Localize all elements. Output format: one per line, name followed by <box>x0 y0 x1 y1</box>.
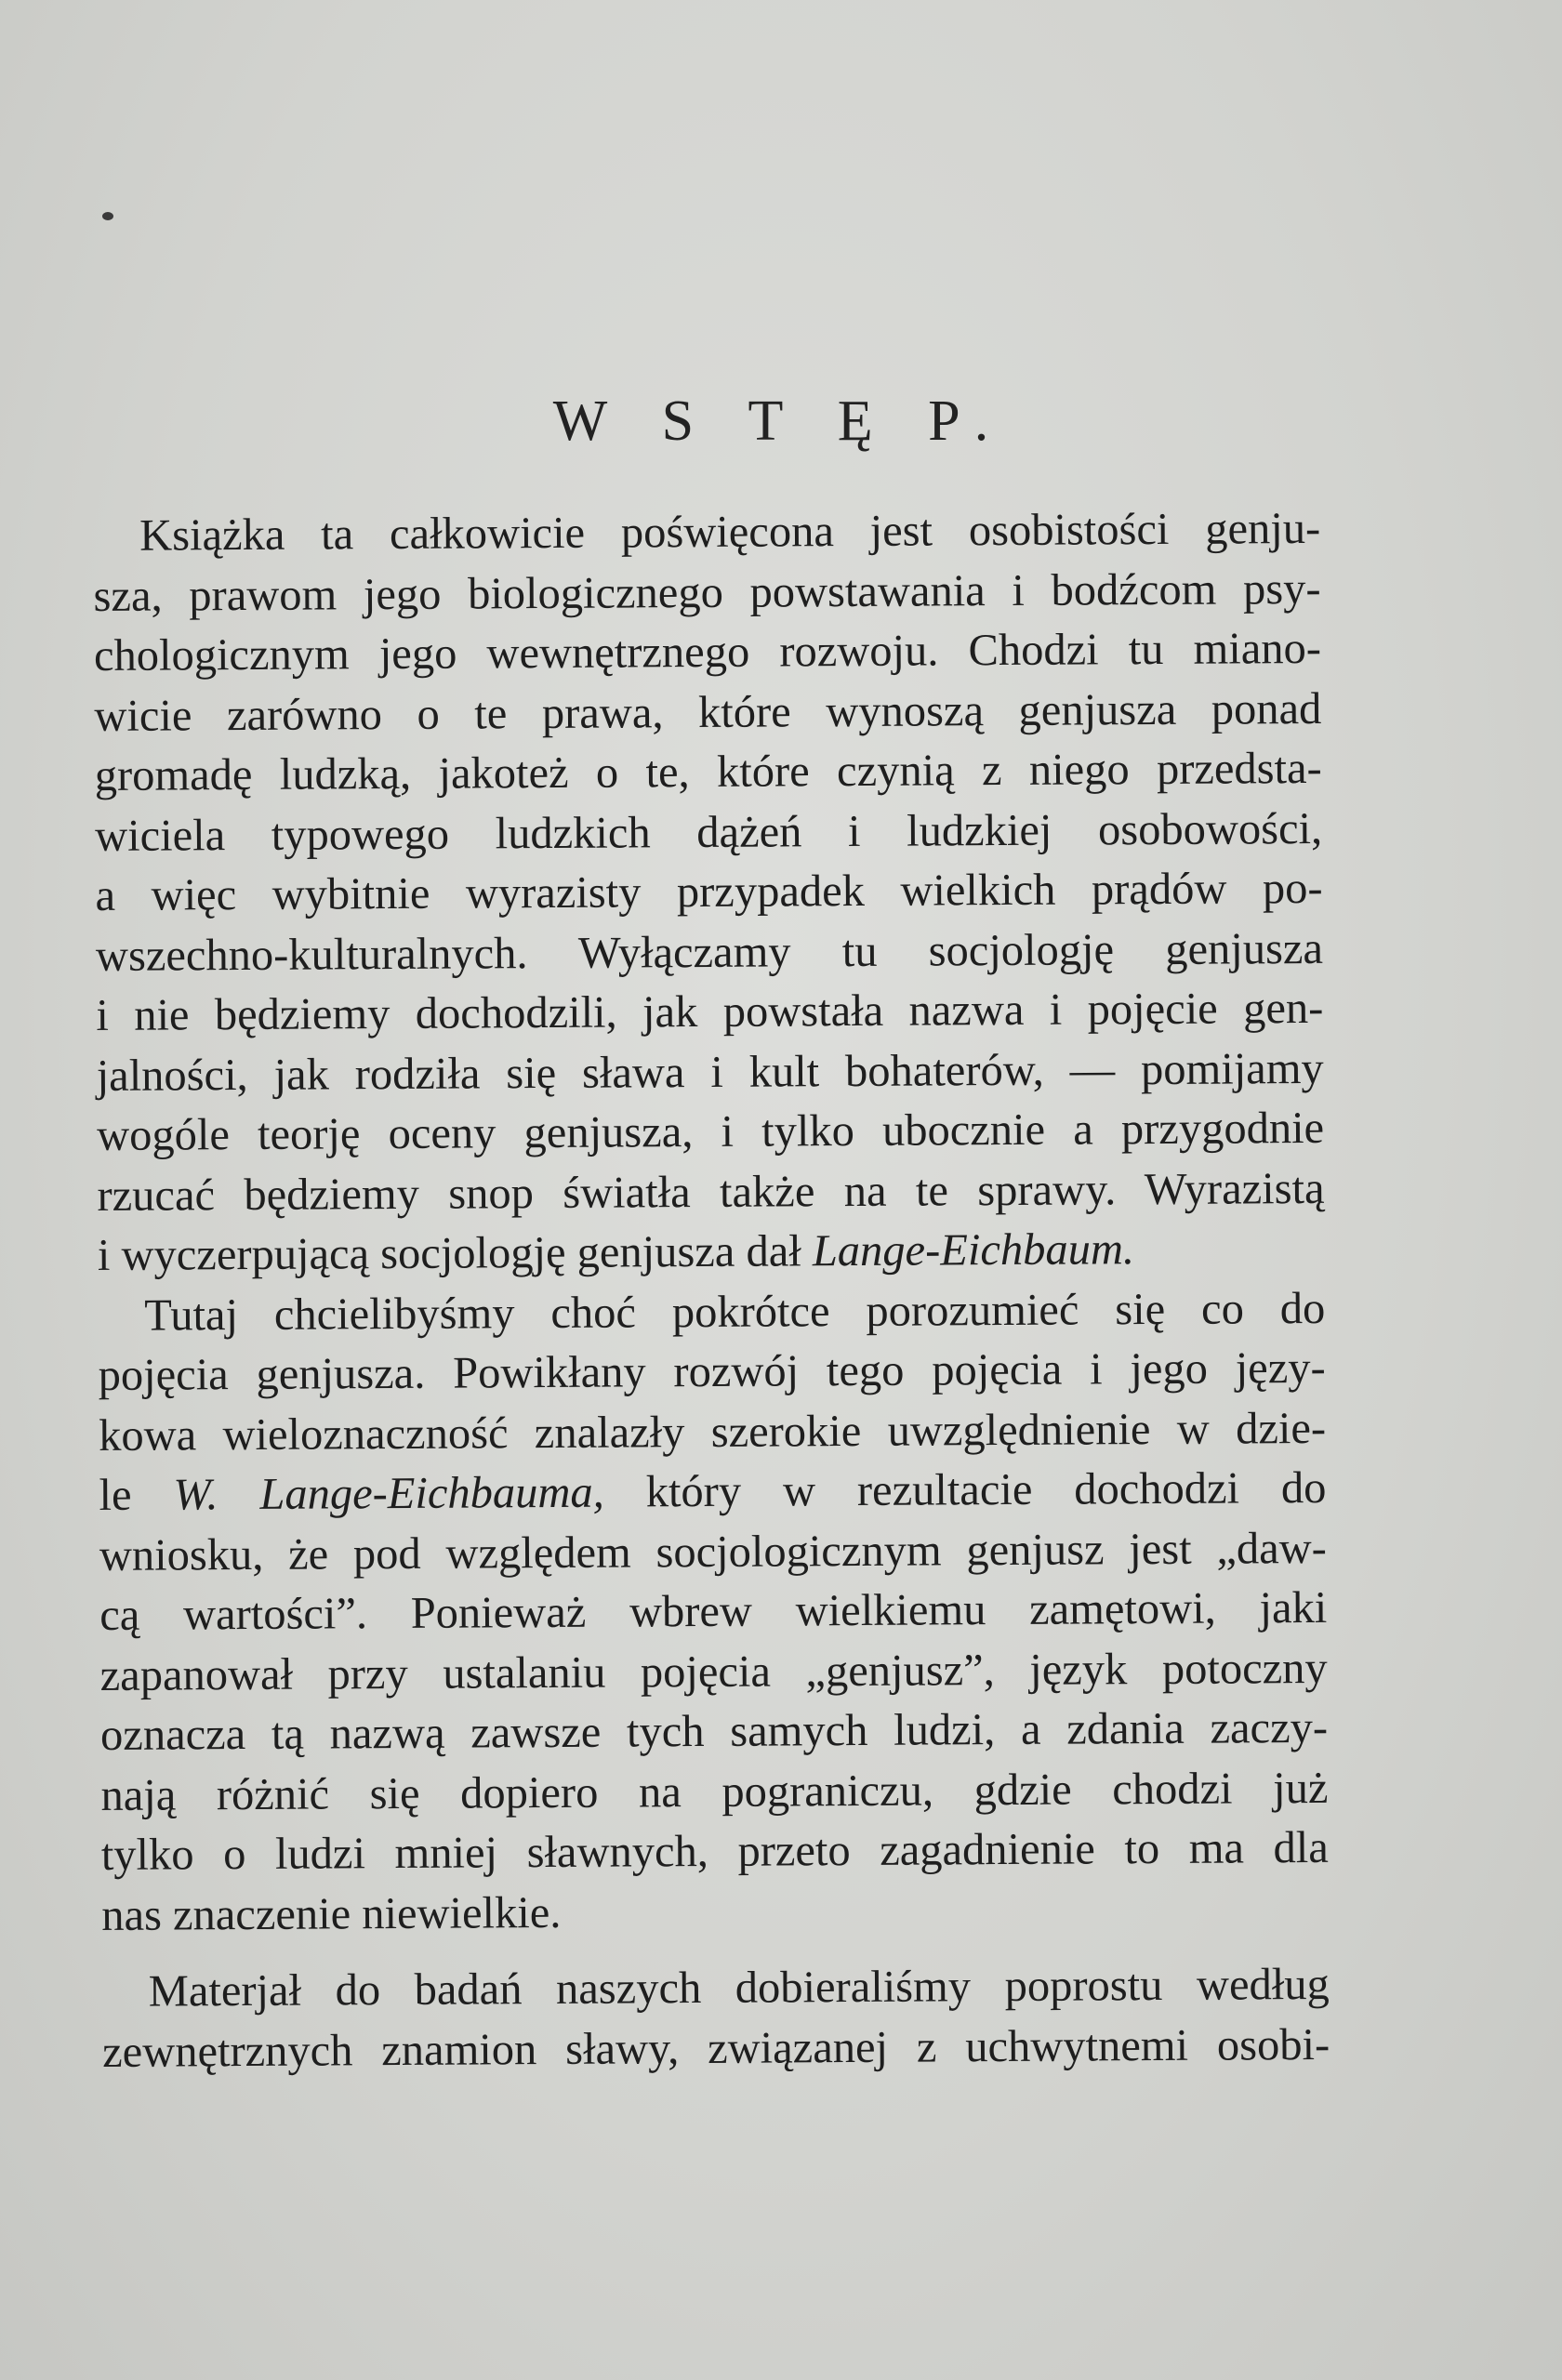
text-line: a więc wybitnie wyrazisty przypadek wielkich prądów po- <box>95 863 1323 920</box>
text-line: rzucać będziemy snop światła także na te sprawy. Wyrazistą <box>97 1163 1325 1221</box>
text-line: wogóle teorję oceny genjusza, i tylko ubocznie a przygodnie <box>96 1103 1325 1160</box>
text-line: Książka ta całkowicie poświęcona jest osobistości genju- <box>139 503 1321 561</box>
text-line: gromadę ludzką, jakoteż o te, które czynią z niego przedsta- <box>94 743 1322 800</box>
text-fragment: le <box>99 1470 132 1520</box>
text-line <box>98 1219 1325 1287</box>
text-fragment: i wyczerpującą socjologję genjusza dał <box>97 1226 801 1280</box>
text-line: jalności, jak rodziła się sława i kult bohaterów, — pomijamy <box>96 1043 1324 1101</box>
text-line: kowa wieloznaczność znalazły szerokie uwzględnienie w dzie- <box>98 1403 1327 1461</box>
text-line: nają różnić się dopiero na pograniczu, gdzie chodzi już <box>100 1763 1329 1820</box>
chapter-heading: W S T Ę P. <box>552 390 1010 453</box>
text-line: wszechno-kulturalnych. Wyłączamy tu socjologję genjusza <box>95 923 1324 981</box>
text-line: wicie zarówno o te prawa, które wynoszą genjusza ponad <box>94 683 1322 741</box>
text-line <box>99 1459 1326 1527</box>
text-line: oznacza tą nazwą zawsze tych samych ludzi, a zdania zaczy- <box>99 1702 1329 1760</box>
text-line: zapanował przy ustalaniu pojęcia „genjusz”, język potoczny <box>99 1643 1328 1700</box>
text-line: sza, prawom jego biologicznego powstawania i bodźcom psy- <box>93 563 1321 621</box>
text-line: Tutaj chcielibyśmy choć pokrótce porozumieć się co do <box>144 1283 1326 1341</box>
author-name: Lange-Eichbaum. <box>812 1224 1135 1276</box>
text-line: wniosku, że pod względem socjologicznym genjusz jest „daw- <box>99 1523 1328 1580</box>
text-fragment: który w rezultacie dochodzi do <box>645 1462 1327 1517</box>
text-line: zewnętrznych znamion sławy, związanej z uchwytnemi osobi- <box>101 2019 1330 2077</box>
text-line: pojęcia genjusza. Powikłany rozwój tego pojęcia i jego języ- <box>98 1342 1326 1400</box>
text-line: chologicznym jego wewnętrznego rozwoju. Chodzi tu miano- <box>93 623 1322 681</box>
body-text <box>93 499 1330 2082</box>
text-line: wiciela typowego ludzkich dążeń i ludzkiej osobowości, <box>95 803 1323 861</box>
text-line: i nie będziemy dochodzili, jak powstała nazwa i pojęcie gen- <box>96 983 1324 1040</box>
text-line: cą wartości”. Ponieważ wbrew wielkiemu zamętowi, jaki <box>99 1582 1328 1640</box>
text-line: Materjał do badań naszych dobieraliśmy poprostu według <box>148 1959 1330 2016</box>
author-name: W. Lange-Eichbauma, <box>173 1467 604 1520</box>
ink-speck <box>102 212 113 220</box>
text-line: nas znaczenie niewielkie. <box>101 1887 562 1940</box>
text-line: tylko o ludzi mniej sławnych, przeto zagadnienie to ma dla <box>100 1822 1329 1880</box>
